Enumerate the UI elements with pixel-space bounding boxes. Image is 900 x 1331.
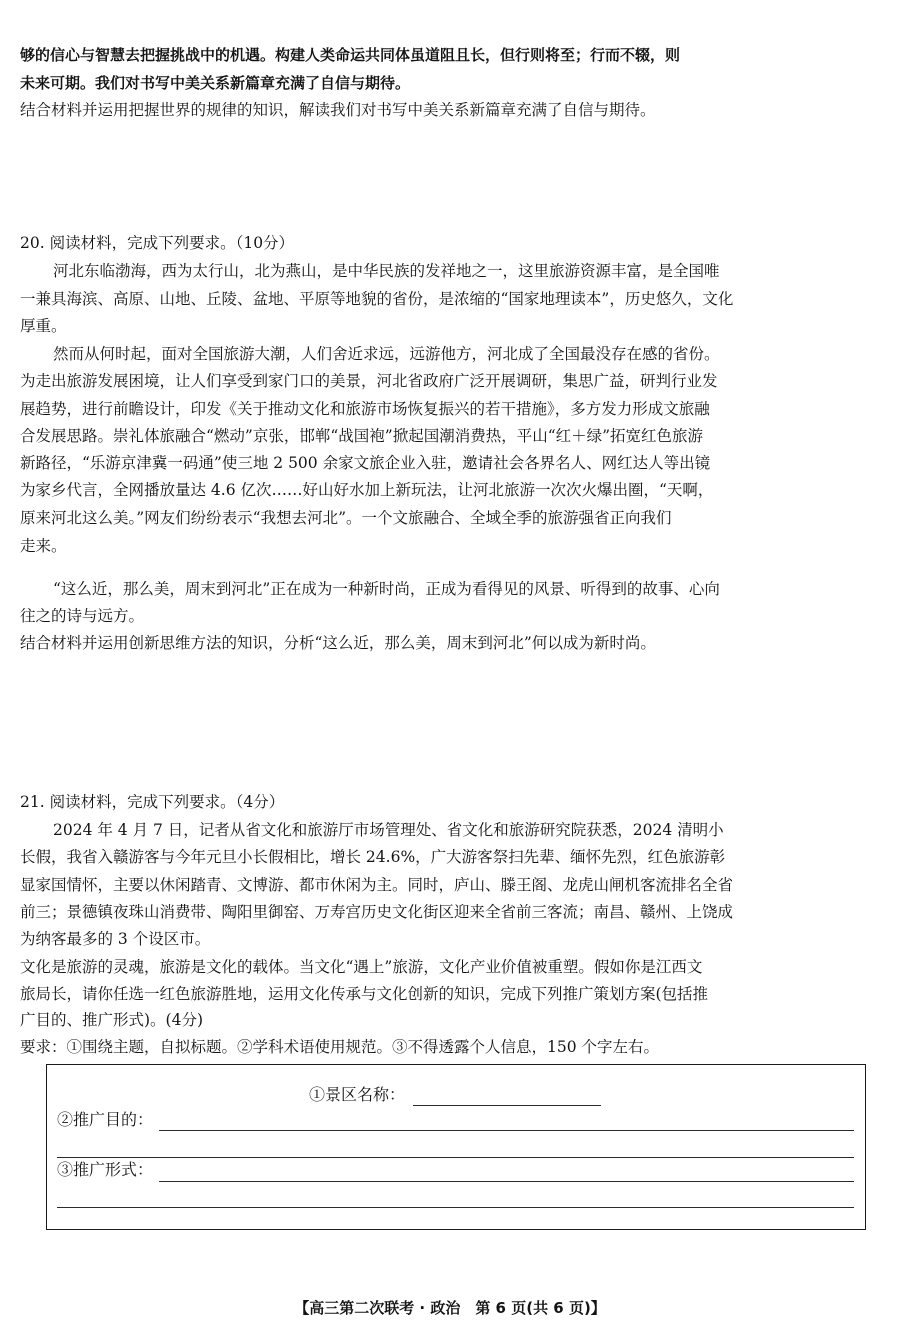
q20-p3-line-2: 往之的诗与远方。 [20, 607, 145, 625]
plan-answer-box [46, 1064, 866, 1230]
q20-p1-line-3: 厚重。 [20, 317, 67, 335]
q20-p2-line-2: 为走出旅游发展困境，让人们享受到家门口的美景，河北省政府广泛开展调研，集思广益，研判行业发 [20, 372, 718, 390]
q20-p2-line-3: 展趋势，进行前瞻设计，印发《关于推动文化和旅游市场恢复振兴的若干措施》，多方发力形成文旅融 [20, 400, 710, 418]
q20-question: 结合材料并运用创新思维方法的知识，分析“这么近，那么美，周末到河北”何以成为新时尚。 [20, 634, 656, 652]
q20-p1-line-2: 一兼具海滨、高原、山地、丘陵、盆地、平原等地貌的省份，是浓缩的“国家地理读本”，历史悠久，文化 [20, 290, 734, 308]
q20-p2-line-4: 合发展思路。崇礼体旅融合“燃动”京张，邯郸“战国袍”掀起国潮消费热，平山“红＋绿”拓宽红色旅游 [20, 427, 704, 445]
scenic-name-input-line[interactable] [413, 1105, 601, 1106]
q20-heading: 20. 阅读材料，完成下列要求。（10分） [20, 234, 295, 252]
q21-p1-line-4: 前三；景德镇夜珠山消费带、陶阳里御窑、万寿宫历史文化街区迎来全省前三客流；南昌、赣州、上饶成 [20, 903, 734, 921]
q20-p2-line-7: 原来河北这么美。”网友们纷纷表示“我想去河北”。一个文旅融合、全域全季的旅游强省正向我们 [20, 509, 672, 527]
purpose-label: ②推广目的： [57, 1110, 154, 1129]
q21-p1-line-3: 显家国情怀，主要以休闲踏青、文博游、都市休闲为主。同时，庐山、滕王阁、龙虎山闸机客流排名全省 [20, 876, 734, 894]
purpose-input-line-2[interactable] [57, 1157, 854, 1158]
q20-p2-line-8: 走来。 [20, 537, 67, 555]
q21-p2-line-1: 文化是旅游的灵魂，旅游是文化的载体。当文化“遇上”旅游，文化产业价值被重塑。假如你是江西文 [20, 958, 703, 976]
purpose-input-line-1[interactable] [159, 1130, 854, 1131]
q21-p1-line-2: 长假，我省入赣游客与今年元旦小长假相比，增长 24.6%，广大游客祭扫先辈、缅怀先烈，红色旅游彰 [20, 848, 726, 866]
q20-p3-line-1: “这么近，那么美，周末到河北”正在成为一种新时尚，正成为看得见的风景、听得到的故事、心向 [53, 580, 720, 598]
q21-p1-line-1: 2024 年 4 月 7 日，记者从省文化和旅游厅市场管理处、省文化和旅游研究院获悉，2024 清明小 [53, 821, 724, 839]
q21-p2-line-2: 旅局长，请你任选一红色旅游胜地，运用文化传承与文化创新的知识，完成下列推广策划方案(包括推 [20, 985, 709, 1003]
page-footer: 【高三第二次联考 · 政治 第 6 页(共 6 页)】 [294, 1299, 606, 1317]
q19-question: 结合材料并运用把握世界的规律的知识，解读我们对书写中美关系新篇章充满了自信与期待。 [20, 101, 656, 119]
q20-p2-line-5: 新路径，“乐游京津冀一码通”使三地 2 500 余家文旅企业入驻，邀请社会各界名人、网红达人等出镜 [20, 454, 711, 472]
q20-p2-line-1: 然而从何时起，面对全国旅游大潮，人们舍近求远，远游他方，河北成了全国最没存在感的省份。 [53, 345, 720, 363]
form-input-line-2[interactable] [57, 1207, 854, 1208]
q20-p2-line-6: 为家乡代言，全网播放量达 4.6 亿次……好山好水加上新玩法，让河北旅游一次次火爆出圈，“天啊， [20, 481, 714, 499]
scenic-name-label: ①景区名称： [309, 1085, 406, 1104]
q21-heading: 21. 阅读材料，完成下列要求。（4分） [20, 793, 285, 811]
form-label: ③推广形式： [57, 1160, 154, 1179]
form-input-line-1[interactable] [159, 1181, 854, 1182]
q21-p1-line-5: 为纳客最多的 3 个设区市。 [20, 930, 211, 948]
q21-requirements: 要求：①围绕主题，自拟标题。②学科术语使用规范。③不得透露个人信息，150 个字左右。 [20, 1038, 660, 1056]
q19-text-line-1: 够的信心与智慧去把握挑战中的机遇。构建人类命运共同体虽道阻且长，但行则将至；行而不辍，则 [20, 46, 681, 64]
q19-text-line-2: 未来可期。我们对书写中美关系新篇章充满了自信与期待。 [20, 74, 411, 92]
q20-p1-line-1: 河北东临渤海，西为太行山，北为燕山，是中华民族的发祥地之一，这里旅游资源丰富，是全国唯 [53, 262, 720, 280]
q21-p2-line-3: 广目的、推广形式)。(4分) [20, 1011, 204, 1029]
